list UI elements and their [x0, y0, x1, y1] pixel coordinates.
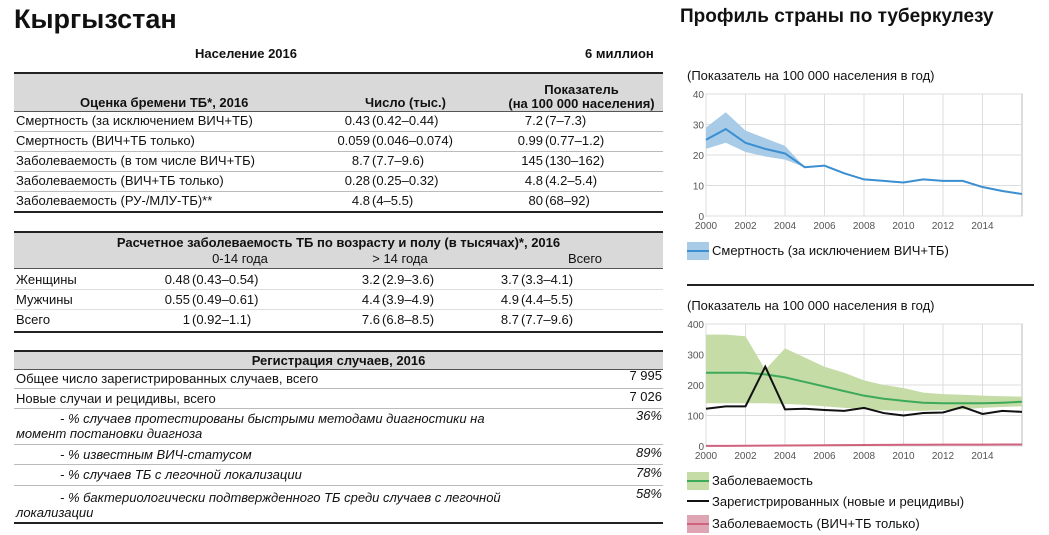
divider — [687, 284, 1034, 286]
row-label: Смертность (ВИЧ+ТБ только) — [16, 133, 195, 148]
x-tick-label: 2004 — [773, 221, 797, 232]
legend-swatch-notified — [687, 500, 709, 502]
y-tick-label: 30 — [692, 120, 704, 132]
incidence-chart — [684, 316, 1024, 466]
row-ci-0-14: (0.43–0.54) — [192, 272, 259, 287]
row-value-over14: 7.6 — [361, 312, 380, 327]
agesex-col-total: Всего — [567, 251, 603, 266]
row-label: Женщины — [16, 272, 77, 287]
x-tick-label: 2008 — [852, 451, 876, 462]
row-rate-ci: (4.2–5.4) — [545, 173, 598, 188]
row-number-ci: (0.25–0.32) — [372, 173, 439, 188]
row-number: 8.7 — [351, 153, 370, 168]
row-number: 0.28 — [344, 173, 370, 188]
divider — [14, 331, 663, 333]
row-number: 0.43 — [344, 113, 370, 128]
row-value-total: 8.7 — [500, 312, 519, 327]
profile-title: Профиль страны по туберкулезу — [680, 6, 994, 27]
row-ci-total: (7.7–9.6) — [521, 312, 574, 327]
row-ci-total: (4.4–5.5) — [521, 292, 574, 307]
divider — [14, 211, 663, 213]
x-tick-label: 2012 — [931, 221, 955, 232]
y-tick-label: 20 — [692, 151, 704, 162]
burden-col-header: Оценка бремени ТБ*, 2016 — [80, 95, 249, 110]
row-rate-ci: (7–7.3) — [545, 113, 587, 128]
x-tick-label: 2014 — [971, 221, 994, 232]
row-rate: 7.2 — [524, 113, 543, 128]
x-tick-label: 2000 — [694, 221, 718, 232]
pct-hiv-value: 89% — [635, 445, 662, 460]
row-label: Заболеваемость (РУ-/МЛУ-ТБ)** — [16, 193, 213, 208]
divider — [14, 268, 663, 269]
pct-rapid-label-2: момент постановки диагноза — [16, 426, 203, 441]
agesex-title: Расчетное заболеваемость ТБ по возрасту и полу (в тысячах)*, 2016 — [116, 235, 561, 250]
y-tick-label: 100 — [687, 411, 704, 423]
legend-swatch-mortality — [687, 242, 709, 260]
rate-col-header-sub: (на 100 000 населения) — [508, 96, 655, 111]
population-value: 6 миллион — [585, 46, 654, 61]
legend-label-hiv: Заболеваемость (ВИЧ+ТБ только) — [712, 516, 920, 531]
row-label: Всего — [16, 312, 51, 327]
pct-pulmonary-label: - % случаев ТБ с легочной локализации — [60, 467, 302, 482]
country-title: Кыргызстан — [14, 4, 177, 34]
pct-hiv-label: - % известным ВИЧ-статусом — [60, 447, 252, 462]
x-tick-label: 2014 — [971, 451, 994, 462]
chart1-title: (Показатель на 100 000 населения в год) — [687, 68, 935, 83]
legend-label-mortality: Смертность (за исключением ВИЧ+ТБ) — [712, 243, 949, 258]
x-tick-label: 2004 — [773, 451, 797, 462]
row-label: Заболеваемость (в том числе ВИЧ+ТБ) — [16, 153, 255, 168]
row-value-0-14: 0.55 — [164, 292, 190, 307]
row-ci-over14: (2.9–3.6) — [382, 272, 435, 287]
x-tick-label: 2000 — [694, 451, 718, 462]
row-ci-0-14: (0.92–1.1) — [192, 312, 252, 327]
total-cases-value: 7 995 — [629, 368, 662, 383]
row-number: 4.8 — [351, 193, 370, 208]
row-rate: 0.99 — [517, 133, 543, 148]
row-value-0-14: 1 — [182, 312, 190, 327]
row-number-ci: (7.7–9.6) — [372, 153, 425, 168]
legend-swatch-hiv — [687, 515, 709, 533]
x-tick-label: 2002 — [734, 451, 757, 462]
row-rate-ci: (130–162) — [545, 153, 605, 168]
y-tick-label: 400 — [687, 320, 704, 331]
row-rate-ci: (68–92) — [545, 193, 590, 208]
y-tick-label: 300 — [687, 350, 704, 362]
row-value-total: 4.9 — [500, 292, 519, 307]
row-ci-over14: (3.9–4.9) — [382, 292, 435, 307]
y-tick-label: 0 — [698, 212, 704, 223]
legend-label-notified: Зарегистрированных (новые и рецидивы) — [712, 494, 965, 509]
y-tick-label: 0 — [698, 442, 704, 453]
row-ci-0-14: (0.49–0.61) — [192, 292, 259, 307]
pct-bact-label-1: - % бактериологически подтвержденного ТБ среди случаев с легочной — [60, 490, 501, 505]
row-ci-total: (3.3–4.1) — [521, 272, 574, 287]
legend-label-incidence: Заболеваемость — [712, 473, 813, 488]
divider — [14, 111, 663, 112]
x-tick-label: 2012 — [931, 451, 955, 462]
row-label: Мужчины — [16, 292, 73, 307]
y-tick-label: 40 — [692, 90, 704, 101]
y-tick-label: 10 — [692, 181, 704, 193]
pct-bact-label-2: локализации — [16, 505, 94, 520]
chart2-title: (Показатель на 100 000 населения в год) — [687, 298, 935, 313]
total-cases-label: Общее число зарегистрированных случаев, всего — [16, 371, 319, 386]
divider — [14, 522, 663, 524]
x-tick-label: 2010 — [892, 221, 915, 232]
pct-rapid-label-1: - % случаев протестированы быстрыми методами диагностики на — [60, 411, 485, 426]
row-value-over14: 4.4 — [361, 292, 380, 307]
rate-col-header: Показатель — [544, 82, 619, 97]
notif-title: Регистрация случаев, 2016 — [251, 353, 426, 368]
row-rate-ci: (0.77–1.2) — [545, 133, 605, 148]
agesex-col-0-14: 0-14 года — [212, 251, 268, 266]
row-number-ci: (4–5.5) — [372, 193, 414, 208]
x-tick-label: 2010 — [892, 451, 915, 462]
x-tick-label: 2008 — [852, 221, 876, 232]
pct-pulmonary-value: 78% — [635, 465, 662, 480]
y-tick-label: 200 — [687, 381, 704, 392]
population-label: Население 2016 — [195, 46, 298, 61]
legend-swatch-incidence — [687, 472, 709, 490]
row-rate: 145 — [521, 153, 543, 168]
row-label: Смертность (за исключением ВИЧ+ТБ) — [16, 113, 253, 128]
row-number: 0.059 — [337, 133, 370, 148]
x-tick-label: 2006 — [813, 221, 836, 232]
new-cases-value: 7 026 — [629, 389, 662, 404]
x-tick-label: 2002 — [734, 221, 757, 232]
row-value-over14: 3.2 — [361, 272, 380, 287]
row-ci-over14: (6.8–8.5) — [382, 312, 435, 327]
row-label: Заболеваемость (ВИЧ+ТБ только) — [16, 173, 224, 188]
new-cases-label: Новые случаи и рецидивы, всего — [16, 391, 216, 406]
mortality-chart — [684, 86, 1024, 236]
pct-bact-value: 58% — [635, 486, 662, 501]
row-rate: 80 — [528, 193, 543, 208]
row-value-total: 3.7 — [500, 272, 519, 287]
agesex-col-over14: > 14 года — [372, 251, 428, 266]
number-col-header: Число (тыс.) — [365, 95, 446, 110]
row-number-ci: (0.046–0.074) — [372, 133, 453, 148]
x-tick-label: 2006 — [813, 451, 836, 462]
row-value-0-14: 0.48 — [164, 272, 190, 287]
row-number-ci: (0.42–0.44) — [372, 113, 439, 128]
pct-rapid-value: 36% — [635, 408, 662, 423]
row-rate: 4.8 — [524, 173, 543, 188]
